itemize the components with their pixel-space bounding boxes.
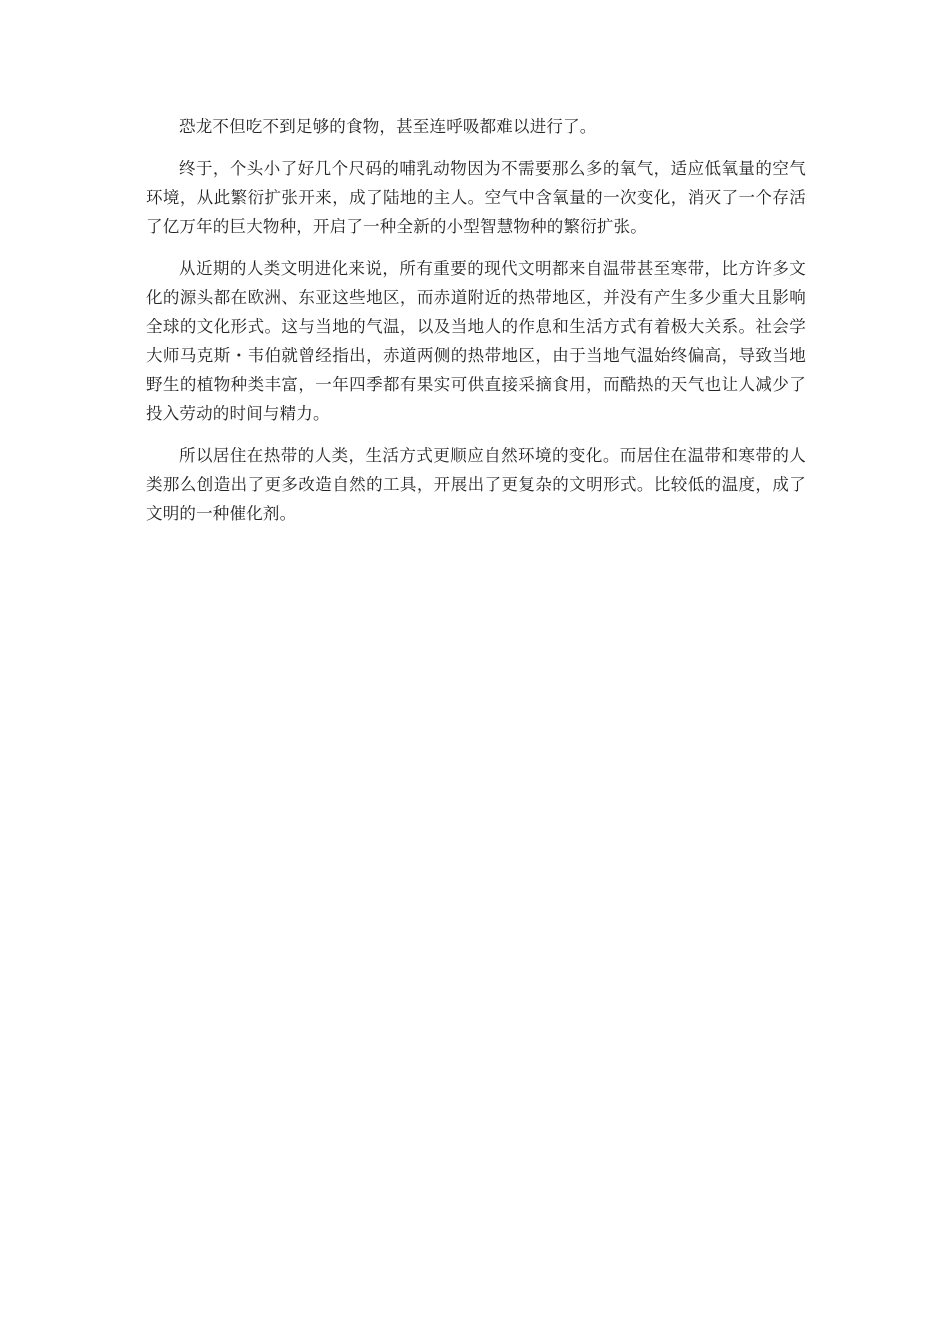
paragraph-2: 终于，个头小了好几个尺码的哺乳动物因为不需要那么多的氧气，适应低氧量的空气环境，从此繁衍扩张开来，成了陆地的主人。空气中含氧量的一次变化，消灭了一个存活了亿万年的巨大物种，开启了一种全新的小型智慧物种的繁衍扩张。 bbox=[146, 159, 806, 236]
document-body bbox=[146, 112, 806, 541]
paragraph-3: 从近期的人类文明进化来说，所有重要的现代文明都来自温带甚至寒带，比方许多文化的源头都在欧洲、东亚这些地区，而赤道附近的热带地区，并没有产生多少重大且影响全球的文化形式。这与当地的气温，以及当地人的作息和生活方式有着极大关系。社会学大师马克斯・韦伯就曾经指出，赤道两侧的热带地区，由于当地气温始终偏高，导致当地野生的植物种类丰富，一年四季都有果实可供直接采摘食用，而酷热的天气也让人减少了投入劳动的时间与精力。 bbox=[146, 259, 806, 423]
paragraph-1: 恐龙不但吃不到足够的食物，甚至连呼吸都难以进行了。 bbox=[179, 117, 597, 136]
paragraph-4: 所以居住在热带的人类，生活方式更顺应自然环境的变化。而居住在温带和寒带的人类那么创造出了更多改造自然的工具，开展出了更复杂的文明形式。比较低的温度，成了文明的一种催化剂。 bbox=[146, 446, 806, 523]
